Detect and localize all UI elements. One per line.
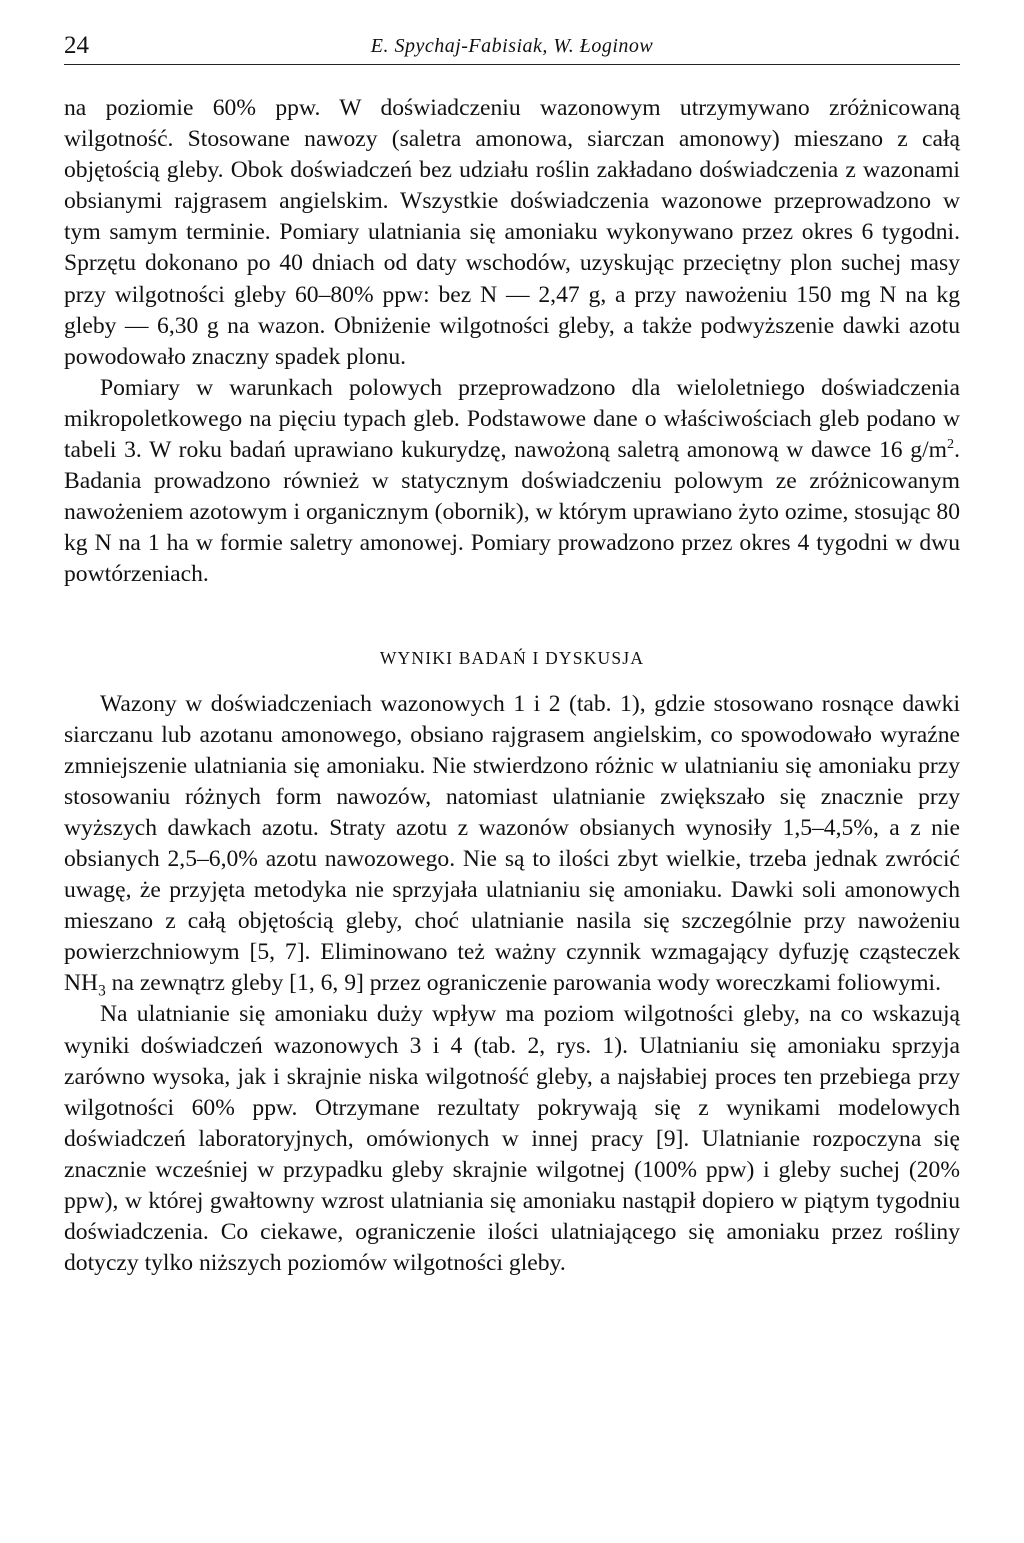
paragraph-text: na zewnątrz gleby [1, 6, 9] przez ograniczenie parowania wody woreczkami foliowymi. [105, 970, 942, 997]
page [64, 28, 960, 1279]
section-heading: WYNIKI BADAŃ I DYSKUSJA [379, 647, 645, 668]
paragraph-text: Pomiary w warunkach polowych przeprowadzono dla wieloletniego doświadczenia mikropoletkowego na pięciu typach gleb. Podstawowe dane o właściwościach gleb podano w tabeli 3. W roku badań uprawiano kukurydzę, nawożoną saletrą amonową w dawce 16 g/m [64, 374, 960, 464]
paragraph-text: Wazony w doświadczeniach wazonowych 1 i 2 (tab. 1), gdzie stosowano rosnące dawki siarczanu lub azotanu amonowego, obsiano rajgrasem angielskim, co spowodowało wyraźne zmniejszenie ulatniania się amoniaku. Nie stwierdzono różnic w ulatnianiu się amoniaku przy stosowaniu różnych form nawozów, natomiast ulatnianie zwiększało się znacznie przy wyższych dawkach azotu. Straty azotu z wazonów obsianych wynosiły 1,5–4,5%, a z nie obsianych 2,5–6,0% azotu nawozowego. Nie są to ilości zbyt wielkie, trzeba jednak zwrócić uwagę, że przyjęta metodyka nie sprzyjała ulatnianiu się amoniaku. Dawki soli amonowych mieszano z całą objętością gleby, choć ulatnianie nasila się szczególnie przy nawożeniu powierzchniowym [5, 7]. Eliminowano też ważny czynnik wzmagający dyfuzję cząsteczek NH [64, 690, 960, 997]
running-head [64, 28, 960, 65]
paragraph-results [64, 689, 960, 1000]
paragraph-continued: na poziomie 60% ppw. W doświadczeniu wazonowym utrzymywano zróżnicowaną wilgotność. Stosowane nawozy (saletra amonowa, siarczan amonowy) mieszano z całą objętością gleby. Obok doświadczeń bez udziału roślin zakładano doświadczenia z wazonami obsianymi rajgrasem angielskim. Wszystkie doświadczenia wazonowe przeprowadzono w tym samym terminie. Pomiary ulatniania się amoniaku wykonywano przez okres 6 tygodni. Sprzętu dokonano po 40 dniach od daty wschodów, uzyskując przeciętny plon suchej masy przy wilgotności gleby 60–80% ppw: bez N — 2,47 g, a przy nawożeniu 150 mg N na kg gleby — 6,30 g na wazon. Obniżenie wilgotności gleby, a także podwyższenie dawki azotu powodowało znaczny spadek plonu. [64, 95, 960, 370]
running-title: E. Spychaj-Fabisiak, W. Łoginow [370, 35, 654, 57]
paragraph-soil-moisture: Na ulatnianie się amoniaku duży wpływ ma poziom wilgotności gleby, na co wskazują wyniki doświadczeń wazonowych 3 i 4 (tab. 2, rys. 1). Ulatnianiu się amoniaku sprzyja zarówno wysoka, jak i skrajnie niska wilgotność gleby, a najsłabiej proces ten przebiega przy wilgotności 60% ppw. Otrzymane rezultaty pokrywają się z wynikami modelowych doświadczeń laboratoryjnych, omówionych w innej pracy [9]. Ulatnianie rozpoczyna się znacznie wcześniej w przypadku gleby skrajnie wilgotnej (100% ppw) i gleby suchej (20% ppw), w której gwałtowny wzrost ulatniania się amoniaku nastąpił dopiero w piątym tygodniu doświadczenia. Co ciekawe, ograniczenie ilości ulatniającego się amoniaku przez rośliny dotyczy tylko niższych poziomów wilgotności gleby. [64, 1001, 960, 1277]
superscript: 2 [947, 436, 955, 453]
subscript: 3 [98, 983, 106, 1001]
body-text [64, 93, 960, 1279]
paragraph-text: . Badania prowadzono również w statycznym doświadczeniu polowym ze zróżnicowanym nawożeniem azotowym i organicznym (obornik), w którym uprawiano żyto ozime, stosując 80 kg N na 1 ha w formie saletry amonowej. Pomiary prowadzono przez okres 4 tygodni w dwu powtórzeniach. [64, 437, 960, 588]
paragraph-field-measurements [64, 373, 960, 591]
page-number: 24 [64, 32, 89, 59]
